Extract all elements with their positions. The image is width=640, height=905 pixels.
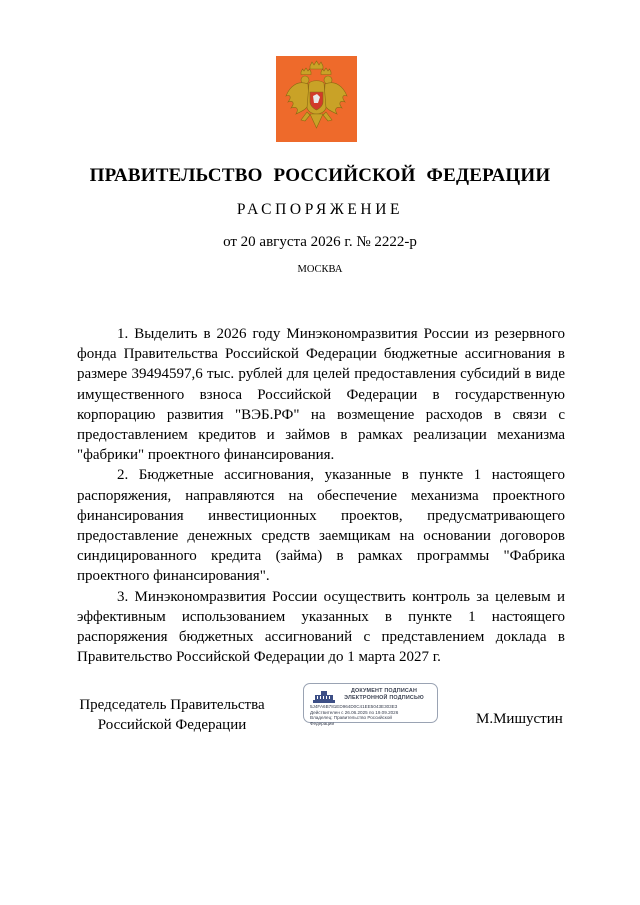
stamp-title-line2: ЭЛЕКТРОННОЙ ПОДПИСЬЮ [344,694,424,701]
paragraph-1: 1. Выделить в 2026 году Минэкономразвития России из резервного фонда Правительства Российской Федерации бюджетные ассигнования в размере 39494597,6 тыс. рублей для целей предоставления субсидий в виде имущественного взноса Российской Федерации в государственную корпорацию развития "ВЭБ.РФ" на возмещение расходов в связи с предоставлением кредитов и займов в рамках реализации механизма "фабрики" проектного финансирования. [77,326,565,464]
document-body [77,324,565,667]
paragraph-3: 3. Минэкономразвития России осуществить контроль за целевым и эффективным использованием указанных в пункте 1 настоящего распоряжения бюджетных ассигнований с представлением доклада в Правительство Российской Федерации до 1 марта 2027 г. [77,588,565,666]
government-title: ПРАВИТЕЛЬСТВО РОССИЙСКОЙ ФЕДЕРАЦИИ [89,165,551,186]
signatory-name: М.Мишустин [476,711,563,727]
document-type: РАСПОРЯЖЕНИЕ [236,201,404,218]
paragraph-2: 2. Бюджетные ассигнования, указанные в пункте 1 настоящего распоряжения, направляются на обеспечение механизма проектного финансирования инвестиционных проектов, предусматривающего предоставление денежных средств заемщикам на основании договоров синдицированного кредита (займа) в рамках программы "Фабрика проектного финансирования". [77,467,565,585]
stamp-certificate: 5J4FA6B781ED964D0C41EE5043E303E3 [310,704,398,709]
electronic-signature-stamp [303,683,438,726]
coat-of-arms-icon [276,56,357,142]
document-date-number: от 20 августа 2026 г. № 2222-р [223,234,417,250]
signatory-position-line1: Председатель Правительства [79,697,265,713]
stamp-title-line1: ДОКУМЕНТ ПОДПИСАН [350,688,418,694]
stamp-owner-line1: Владелец: Правительство Российской [310,715,392,721]
government-building-icon [312,690,336,704]
signatory-position [77,695,267,735]
stamp-validity: Действителен с 26.06.2025 по 19.09.2026 [310,709,399,715]
signatory-position-line2: Российской Федерации [97,717,247,733]
stamp-owner-line2: Федерации [310,720,335,726]
document-city: МОСКВА [297,264,343,275]
stamp-title [334,688,434,701]
stamp-details [310,704,435,726]
